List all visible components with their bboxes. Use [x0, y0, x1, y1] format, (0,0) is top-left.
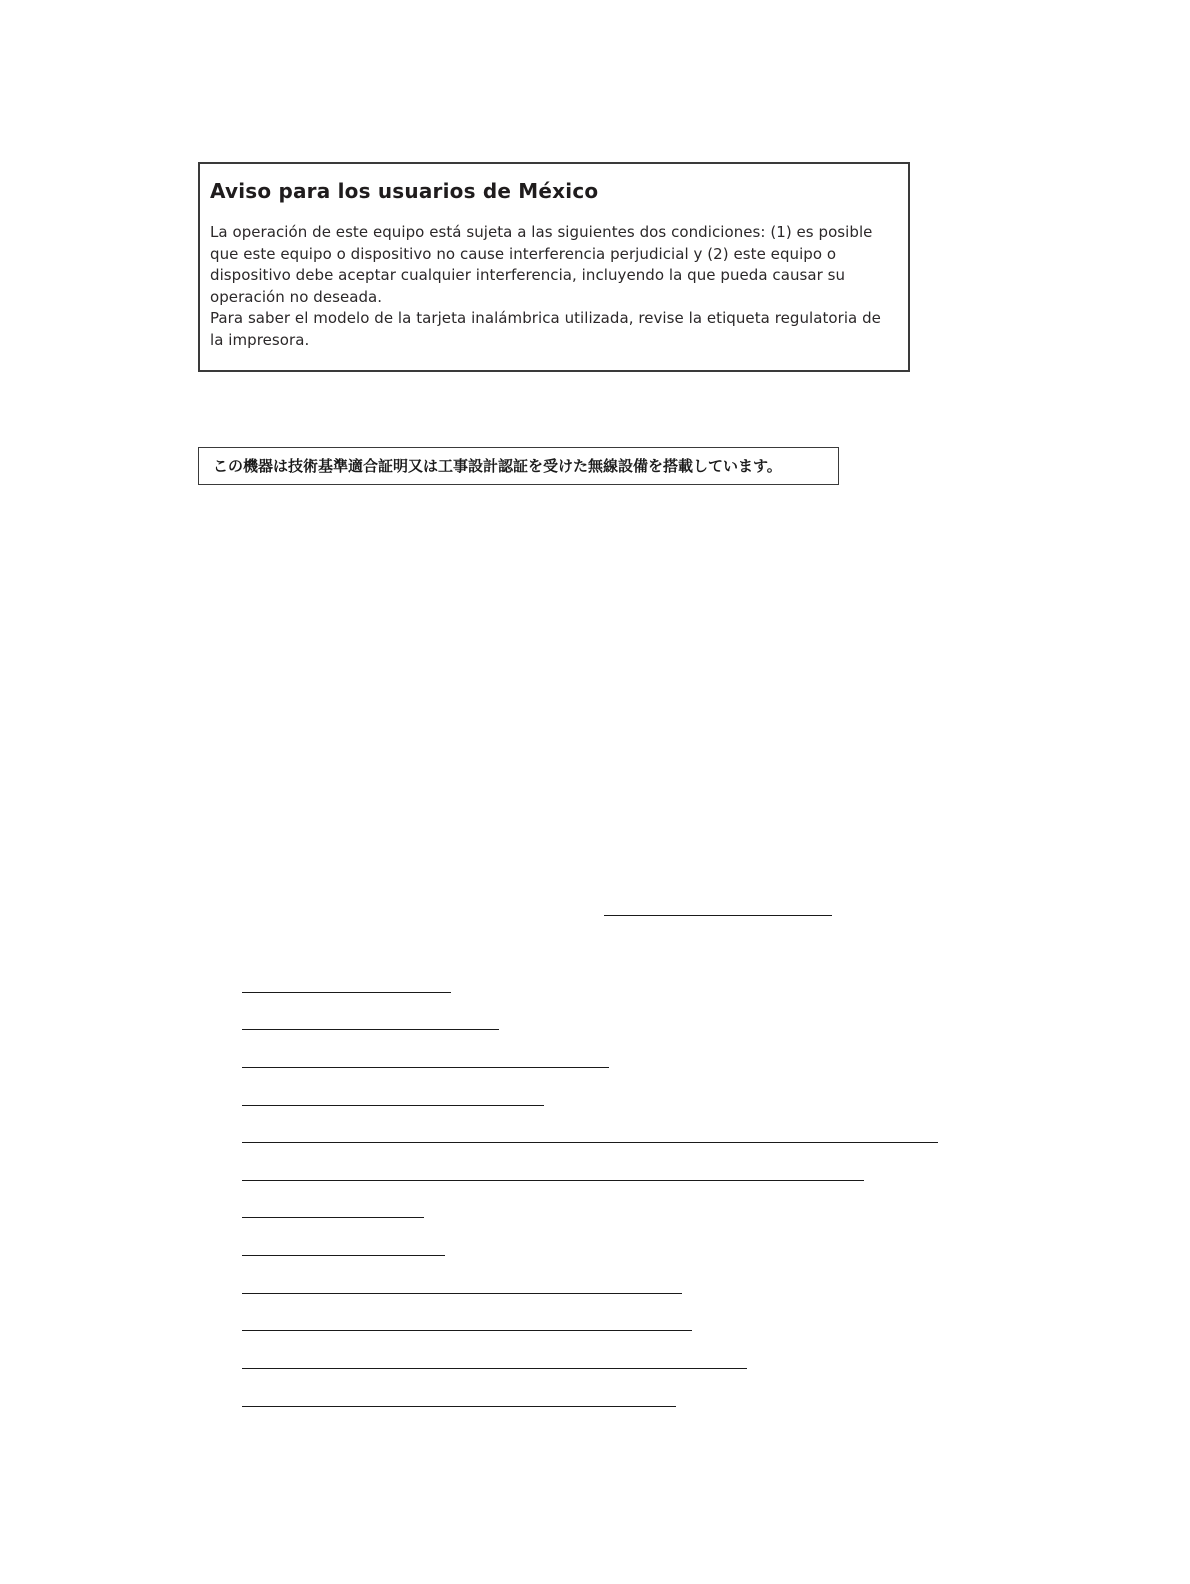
mexico-users-notice-box — [198, 162, 910, 372]
link-list-underline[interactable] — [242, 1029, 499, 1030]
mexico-notice-line: operación no deseada. — [210, 287, 383, 306]
link-list-underline[interactable] — [242, 1368, 747, 1369]
link-list-underline[interactable] — [242, 1406, 676, 1407]
mexico-notice-line: Para saber el modelo de la tarjeta inalámbrica utilizada, revise la etiqueta regulatoria de — [210, 309, 881, 327]
mexico-notice-title: Aviso para los usuarios de México — [210, 179, 599, 203]
inline-link-underline[interactable] — [604, 915, 832, 916]
mexico-notice-line: dispositivo debe aceptar cualquier interferencia, incluyendo la que pueda causar su — [210, 266, 846, 284]
link-list-underline[interactable] — [242, 1105, 544, 1106]
link-list-underline[interactable] — [242, 992, 451, 993]
link-list-underline[interactable] — [242, 1180, 864, 1181]
link-list-underline[interactable] — [242, 1330, 692, 1331]
link-list-underline[interactable] — [242, 1217, 424, 1218]
link-list-underline[interactable] — [242, 1293, 682, 1294]
mexico-notice-line: la impresora. — [210, 330, 310, 349]
japan-notice-text: この機器は技術基準適合証明又は工事設計認証を受けた無線設備を搭載しています。 — [213, 457, 782, 475]
mexico-notice-line: que este equipo o dispositivo no cause interferencia perjudicial y (2) este equipo o — [210, 244, 837, 263]
link-list-underline[interactable] — [242, 1067, 609, 1068]
link-list-underline[interactable] — [242, 1255, 445, 1256]
link-list-underline[interactable] — [242, 1142, 938, 1143]
mexico-notice-line: La operación de este equipo está sujeta a las siguientes dos condiciones: (1) es posible — [210, 223, 873, 241]
japan-certification-notice-box — [198, 447, 839, 485]
